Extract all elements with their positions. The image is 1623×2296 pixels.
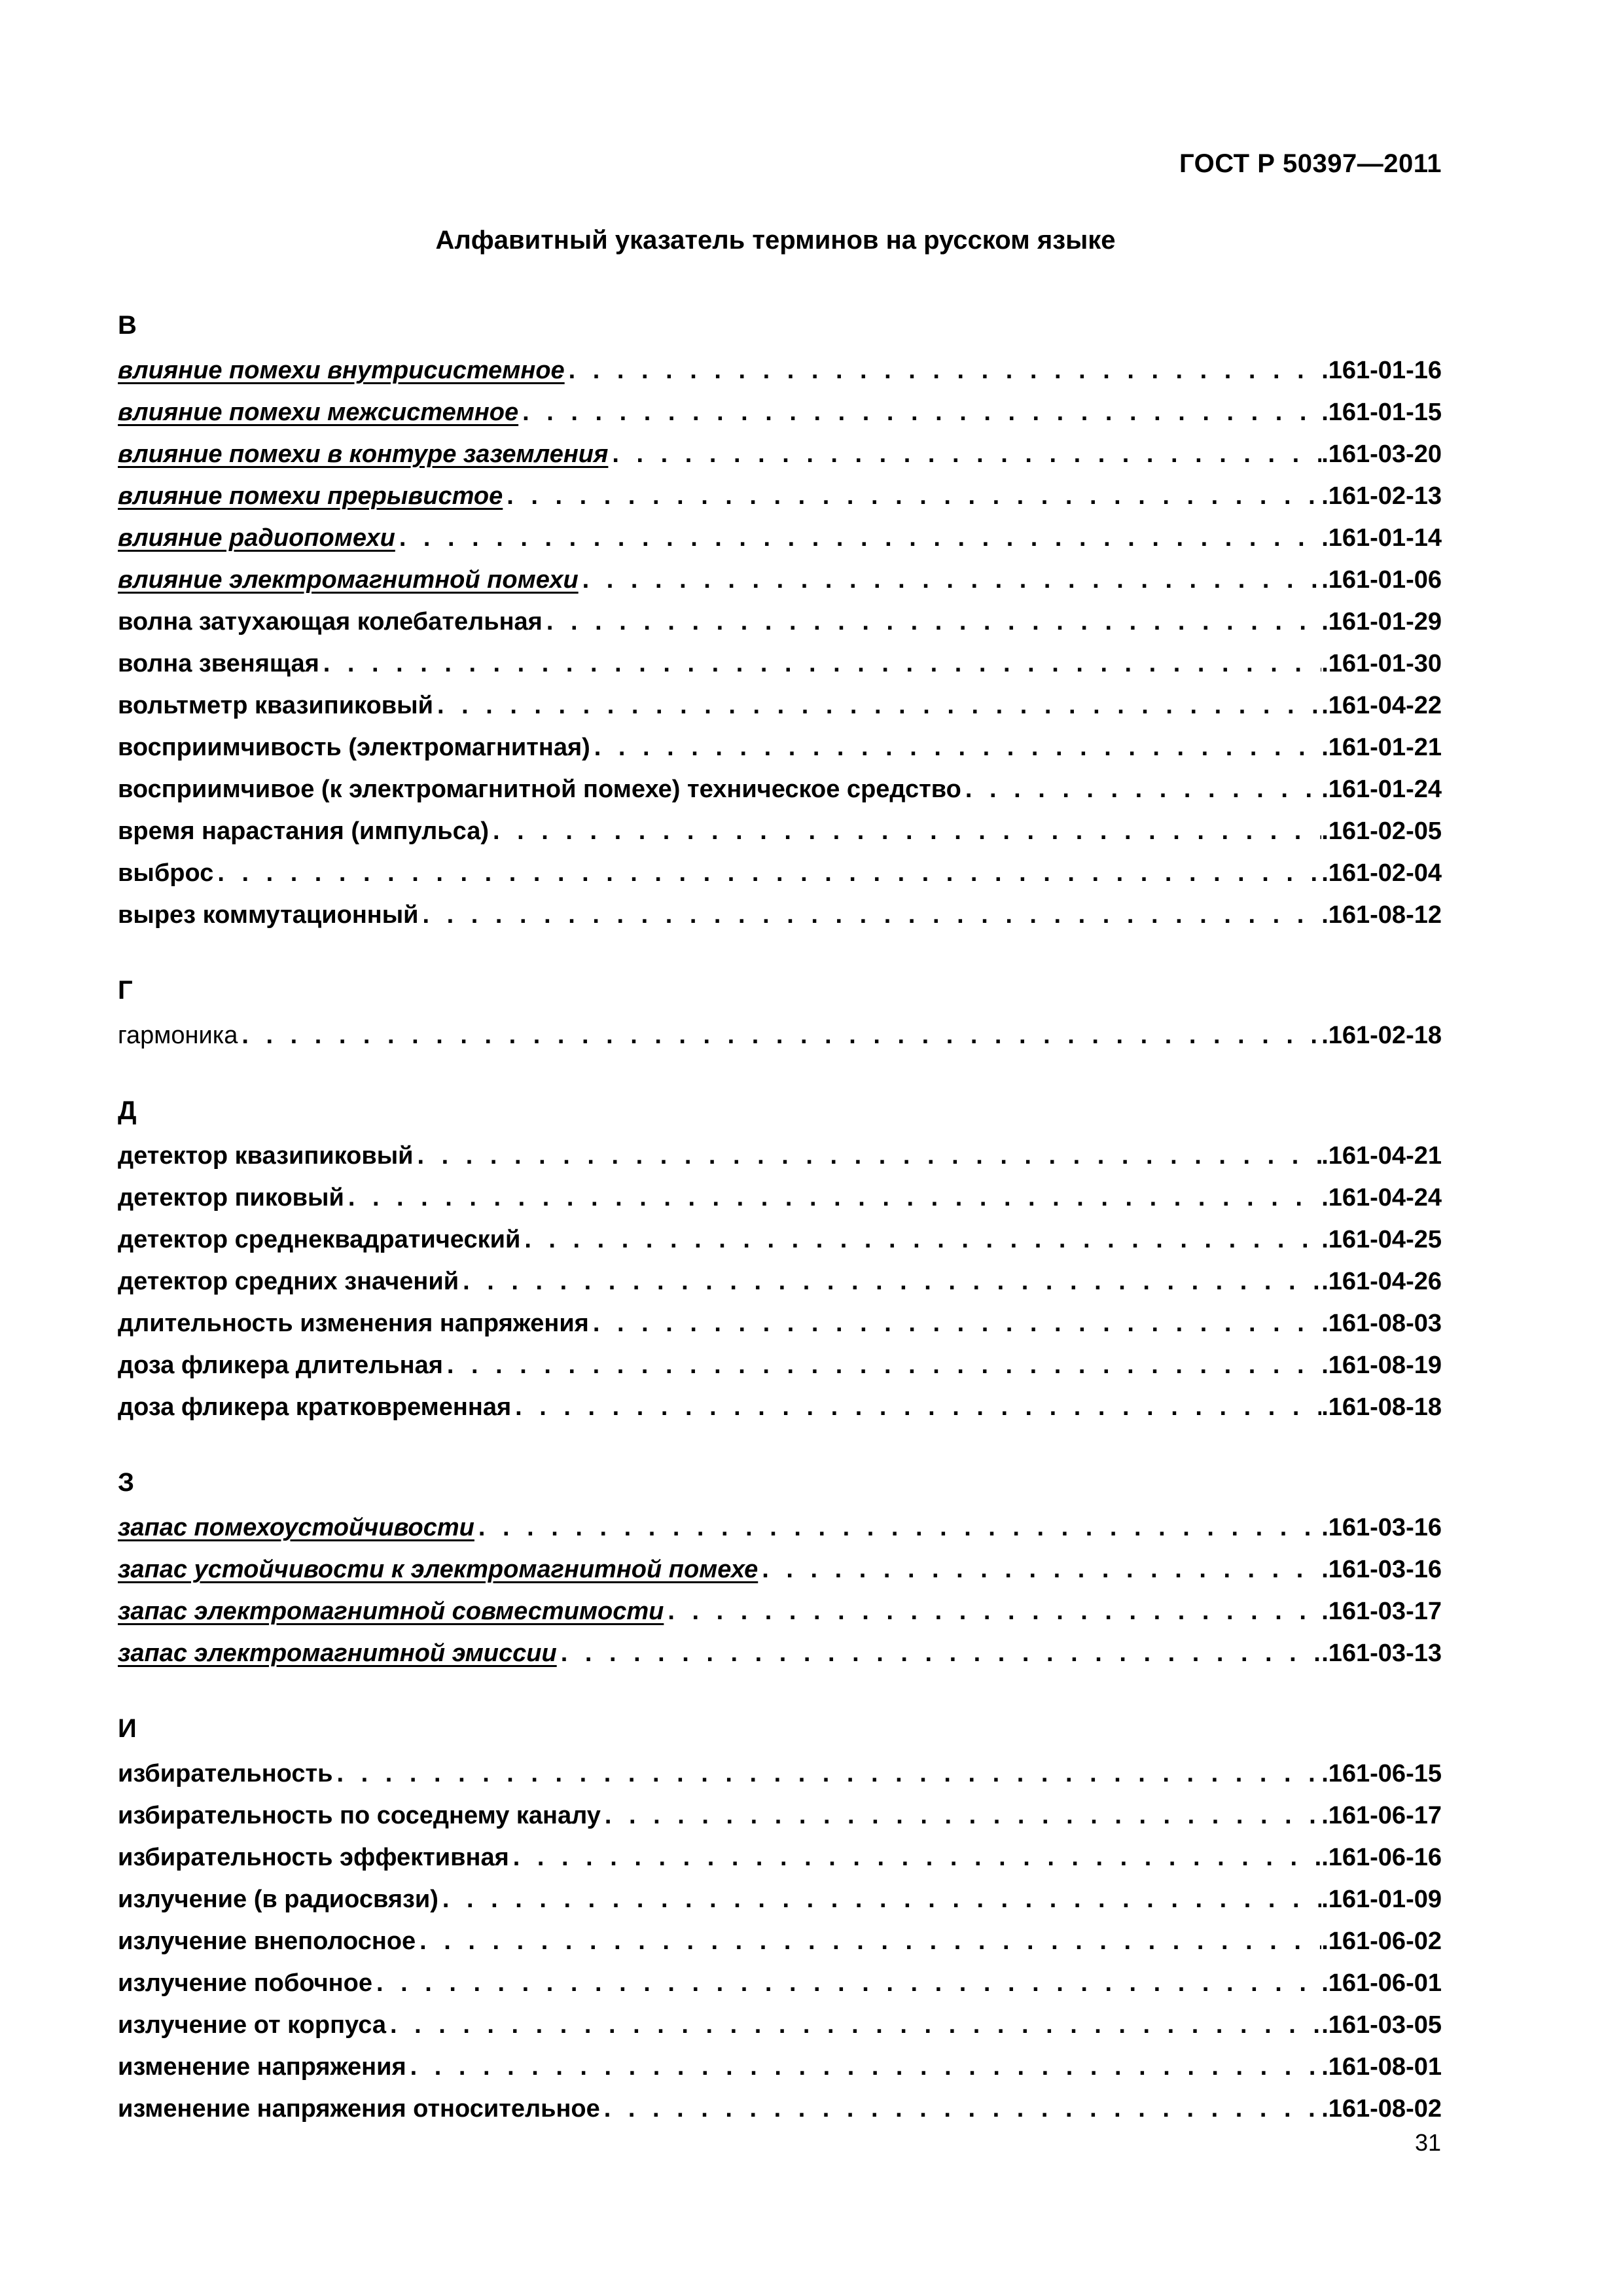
entry-term: восприимчивое (к электромагнитной помехе) техническое средство <box>118 776 961 803</box>
entry-term[interactable]: влияние электромагнитной помехи <box>118 566 579 594</box>
dot-leader <box>419 1920 1321 1962</box>
entry-term: избирательность <box>118 1760 333 1787</box>
dot-leader <box>399 517 1321 559</box>
dot-leader <box>604 2088 1321 2130</box>
dot-leader <box>390 2004 1321 2046</box>
entry-code: .161-03-13 <box>1321 1640 1442 1667</box>
entry-term: гармоника <box>118 1022 238 1049</box>
entry-term[interactable]: влияние помехи межсистемное <box>118 399 519 426</box>
dot-leader <box>447 1344 1321 1386</box>
section-letter: В <box>118 311 137 340</box>
entry-code: .161-01-09 <box>1321 1886 1442 1913</box>
index-entry <box>118 1014 1442 1056</box>
index-entry-reference[interactable] <box>118 475 1442 517</box>
index-entry <box>118 810 1442 852</box>
page-number: 31 <box>1414 2129 1441 2156</box>
entry-code: .161-06-15 <box>1321 1760 1442 1787</box>
index-section <box>118 1465 1442 1674</box>
index-entry-reference[interactable] <box>118 1590 1442 1632</box>
entry-term: излучение побочное <box>118 1969 372 1997</box>
entry-code: .161-08-19 <box>1321 1352 1442 1379</box>
entry-code: .161-01-21 <box>1321 734 1442 761</box>
index-entry <box>118 1219 1442 1261</box>
entry-term: излучение внеполосное <box>118 1928 416 1955</box>
entry-term[interactable]: влияние помехи внутрисистемное <box>118 357 565 384</box>
entry-code: .161-03-20 <box>1321 440 1442 468</box>
entry-term: избирательность эффективная <box>118 1844 509 1871</box>
section-letter: И <box>118 1714 137 1743</box>
entry-term: время нарастания (импульса) <box>118 817 489 845</box>
entry-code: .161-01-15 <box>1321 399 1442 426</box>
index-entry-reference[interactable] <box>118 1507 1442 1549</box>
entry-code: .161-01-29 <box>1321 608 1442 636</box>
dot-leader <box>582 559 1322 601</box>
index-entry-reference[interactable] <box>118 350 1442 391</box>
alphabetical-index <box>118 308 1442 2130</box>
entry-term: выброс <box>118 859 214 887</box>
entry-code: .161-08-03 <box>1321 1310 1442 1337</box>
entry-term: детектор пиковый <box>118 1184 344 1211</box>
dot-leader <box>668 1590 1321 1632</box>
entry-code: .161-06-02 <box>1321 1928 1442 1955</box>
entry-code: .161-02-13 <box>1321 482 1442 510</box>
entry-term[interactable]: запас электромагнитной совместимости <box>118 1598 664 1625</box>
entry-term[interactable]: влияние радиопомехи <box>118 524 395 552</box>
index-entry <box>118 2088 1442 2130</box>
section-letter: З <box>118 1468 135 1497</box>
entry-term: доза фликера кратковременная <box>118 1393 512 1421</box>
dot-leader <box>593 1302 1321 1344</box>
dot-leader <box>217 852 1321 894</box>
entry-code: .161-08-18 <box>1321 1393 1442 1421</box>
entry-term: излучение (в радиосвязи) <box>118 1886 438 1913</box>
entry-term[interactable]: запас электромагнитной эмиссии <box>118 1640 557 1667</box>
index-entry <box>118 1302 1442 1344</box>
index-entry <box>118 601 1442 643</box>
entry-code: .161-04-25 <box>1321 1226 1442 1253</box>
section-letter: Г <box>118 976 133 1005</box>
entry-code: .161-06-01 <box>1321 1969 1442 1997</box>
entry-code: .161-04-21 <box>1321 1142 1442 1170</box>
entry-code: .161-04-22 <box>1321 692 1442 719</box>
entry-code: .161-01-06 <box>1321 566 1442 594</box>
entry-term: детектор среднеквадратический <box>118 1226 521 1253</box>
entry-code: .161-02-05 <box>1321 817 1442 845</box>
index-entry <box>118 685 1442 726</box>
dot-leader <box>569 350 1322 391</box>
entry-term: избирательность по соседнему каналу <box>118 1802 601 1829</box>
entry-term: восприимчивость (электромагнитная) <box>118 734 590 761</box>
document-header: ГОСТ Р 50397—2011 <box>1179 149 1442 178</box>
dot-leader <box>594 726 1321 768</box>
index-entry <box>118 1962 1442 2004</box>
index-entry-reference[interactable] <box>118 433 1442 475</box>
entry-term: детектор квазипиковый <box>118 1142 414 1170</box>
index-entry-reference[interactable] <box>118 1549 1442 1590</box>
dot-leader <box>612 433 1321 475</box>
index-entry-reference[interactable] <box>118 1632 1442 1674</box>
entry-term: излучение от корпуса <box>118 2011 386 2039</box>
index-title: Алфавитный указатель терминов на русском языке <box>435 226 1116 255</box>
index-section <box>118 308 1442 936</box>
dot-leader <box>524 1219 1321 1261</box>
index-entry <box>118 852 1442 894</box>
entry-code: .161-03-16 <box>1321 1556 1442 1583</box>
entry-code: .161-03-17 <box>1321 1598 1442 1625</box>
entry-code: .161-04-24 <box>1321 1184 1442 1211</box>
index-entry <box>118 1177 1442 1219</box>
entry-code: .161-01-24 <box>1321 776 1442 803</box>
index-entry <box>118 1344 1442 1386</box>
dot-leader <box>323 643 1321 685</box>
dot-leader <box>478 1507 1321 1549</box>
entry-term[interactable]: запас помехоустойчивости <box>118 1514 474 1541</box>
index-section <box>118 1093 1442 1428</box>
entry-code: .161-01-16 <box>1321 357 1442 384</box>
index-entry <box>118 1795 1442 1837</box>
index-entry-reference[interactable] <box>118 391 1442 433</box>
index-entry <box>118 1261 1442 1302</box>
index-entry-reference[interactable] <box>118 559 1442 601</box>
dot-leader <box>493 810 1321 852</box>
index-entry-reference[interactable] <box>118 517 1442 559</box>
index-entry <box>118 1386 1442 1428</box>
index-entry <box>118 2004 1442 2046</box>
entry-code: .161-06-16 <box>1321 1844 1442 1871</box>
entry-code: .161-08-01 <box>1321 2053 1442 2081</box>
entry-term: изменение напряжения <box>118 2053 406 2081</box>
index-entry <box>118 1837 1442 1878</box>
dot-leader <box>418 1135 1322 1177</box>
entry-code: .161-02-04 <box>1321 859 1442 887</box>
entry-term: вырез коммутационный <box>118 901 419 929</box>
index-section <box>118 1711 1442 2130</box>
dot-leader <box>348 1177 1321 1219</box>
dot-leader <box>507 475 1321 517</box>
dot-leader <box>241 1014 1321 1056</box>
entry-code: .161-01-30 <box>1321 650 1442 677</box>
index-entry <box>118 768 1442 810</box>
index-entry <box>118 1920 1442 1962</box>
dot-leader <box>410 2046 1322 2088</box>
entry-code: .161-08-02 <box>1321 2095 1442 2123</box>
index-entry <box>118 726 1442 768</box>
entry-code: .161-06-17 <box>1321 1802 1442 1829</box>
dot-leader <box>423 894 1322 936</box>
dot-leader <box>522 391 1321 433</box>
index-entry <box>118 1878 1442 1920</box>
dot-leader <box>442 1878 1321 1920</box>
dot-leader <box>463 1261 1321 1302</box>
index-entry <box>118 894 1442 936</box>
index-section <box>118 973 1442 1056</box>
entry-term: длительность изменения напряжения <box>118 1310 589 1337</box>
entry-code: .161-01-14 <box>1321 524 1442 552</box>
dot-leader <box>515 1386 1321 1428</box>
dot-leader <box>762 1549 1321 1590</box>
section-letter: Д <box>118 1096 137 1125</box>
dot-leader <box>561 1632 1321 1674</box>
entry-term: волна звенящая <box>118 650 319 677</box>
dot-leader <box>546 601 1321 643</box>
entry-term[interactable]: влияние помехи в контуре заземления <box>118 440 609 468</box>
entry-term: доза фликера длительная <box>118 1352 443 1379</box>
dot-leader <box>376 1962 1321 2004</box>
dot-leader <box>437 685 1321 726</box>
entry-term: изменение напряжения относительное <box>118 2095 600 2123</box>
entry-code: .161-08-12 <box>1321 901 1442 929</box>
index-entry <box>118 643 1442 685</box>
entry-term: волна затухающая колебательная <box>118 608 543 636</box>
index-entry <box>118 1135 1442 1177</box>
index-entry <box>118 2046 1442 2088</box>
entry-term[interactable]: влияние помехи прерывистое <box>118 482 503 510</box>
dot-leader <box>605 1795 1321 1837</box>
dot-leader <box>965 768 1321 810</box>
dot-leader <box>337 1753 1322 1795</box>
entry-code: .161-02-18 <box>1321 1022 1442 1049</box>
entry-code: .161-04-26 <box>1321 1268 1442 1295</box>
entry-code: .161-03-05 <box>1321 2011 1442 2039</box>
entry-term[interactable]: запас устойчивости к электромагнитной помехе <box>118 1556 758 1583</box>
entry-term: детектор средних значений <box>118 1268 459 1295</box>
dot-leader <box>513 1837 1321 1878</box>
entry-term: вольтметр квазипиковый <box>118 692 433 719</box>
index-entry <box>118 1753 1442 1795</box>
entry-code: .161-03-16 <box>1321 1514 1442 1541</box>
